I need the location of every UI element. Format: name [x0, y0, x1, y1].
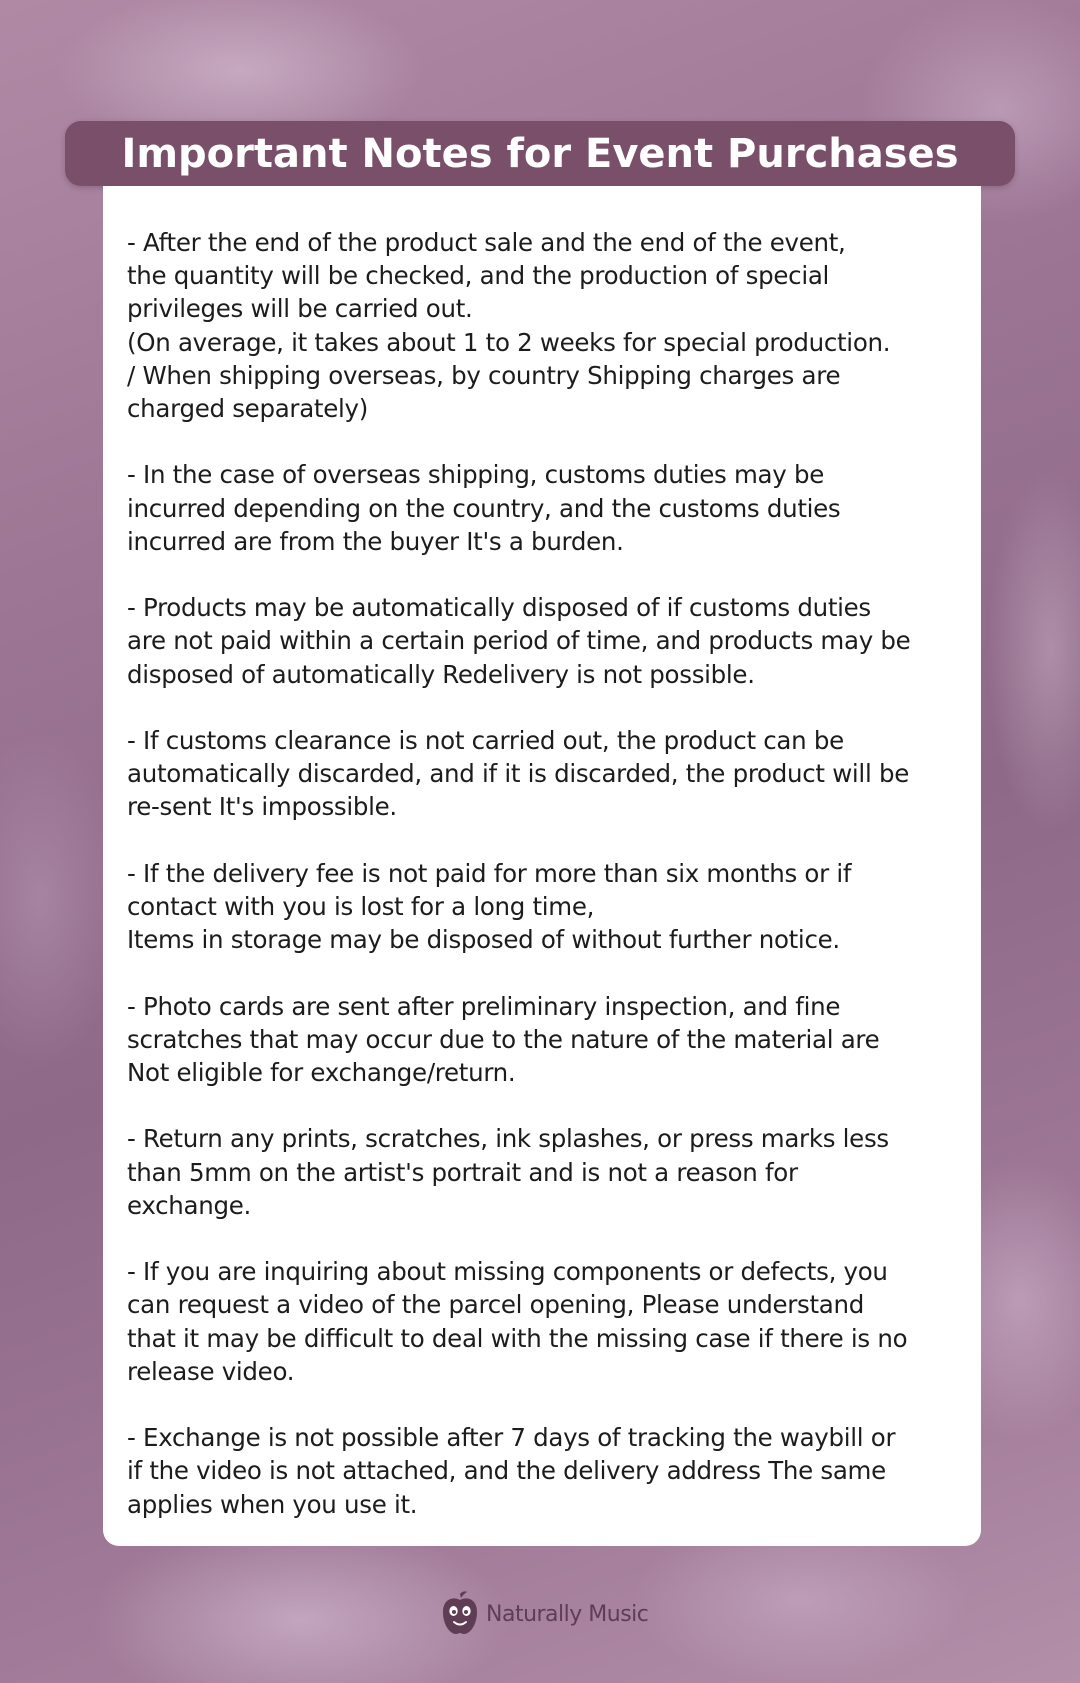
page-title: Important Notes for Event Purchases — [121, 130, 959, 177]
note-line: the quantity will be checked, and the production of special — [127, 261, 830, 291]
note-line: Not eligible for exchange/return. — [127, 1058, 516, 1087]
note-line: - Products may be automatically disposed of if customs duties — [127, 593, 871, 623]
apple-mascot-logo-icon — [440, 1590, 480, 1638]
note-line: exchange. — [127, 1190, 251, 1220]
note-line: privileges will be carried out. — [127, 294, 473, 324]
note-item — [127, 1421, 967, 1521]
note-line: contact with you is lost for a long time, — [127, 892, 595, 921]
note-line: re-sent It's impossible. — [127, 792, 397, 822]
note-item — [127, 591, 967, 691]
note-item — [127, 1122, 967, 1222]
note-line: - After the end of the product sale and the end of the event, — [127, 228, 846, 257]
note-line: release video. — [127, 1356, 295, 1386]
header-bar — [65, 121, 1015, 186]
note-line: - If you are inquiring about missing components or defects, you — [127, 1257, 888, 1287]
note-line: (On average, it takes about 1 to 2 weeks for special production. — [127, 327, 891, 357]
note-line: incurred are from the buyer It's a burden. — [127, 526, 624, 556]
note-line: if the video is not attached, and the delivery address The same — [127, 1456, 886, 1486]
note-line: - If the delivery fee is not paid for more than six months or if — [127, 858, 852, 888]
note-line: / When shipping overseas, by country Shipping charges are — [127, 360, 841, 390]
note-line: are not paid within a certain period of time, and products may be — [127, 626, 911, 656]
note-item — [127, 724, 967, 824]
note-line: charged separately) — [127, 394, 368, 424]
note-line: than 5mm on the artist's portrait and is not a reason for — [127, 1157, 798, 1187]
note-item — [127, 857, 967, 957]
notes-card — [103, 186, 981, 1546]
note-line: incurred depending on the country, and the customs duties — [127, 493, 841, 523]
footer-brand-logo — [440, 1590, 648, 1638]
note-item — [127, 226, 967, 425]
note-line: - Exchange is not possible after 7 days of tracking the waybill or — [127, 1423, 896, 1453]
note-item — [127, 990, 967, 1090]
note-item — [127, 458, 967, 558]
note-line: can request a video of the parcel opening, Please understand — [127, 1290, 864, 1320]
note-line: that it may be difficult to deal with the missing case if there is no — [127, 1323, 908, 1353]
note-line: - Return any prints, scratches, ink splashes, or press marks less — [127, 1124, 889, 1154]
note-line: automatically discarded, and if it is discarded, the product will be — [127, 759, 909, 789]
note-line: Items in storage may be disposed of without further notice. — [127, 925, 840, 955]
note-line: - If customs clearance is not carried out, the product can be — [127, 726, 844, 755]
note-line: - In the case of overseas shipping, customs duties may be — [127, 460, 824, 490]
note-line: applies when you use it. — [127, 1489, 418, 1519]
brand-name: Naturally Music — [486, 1601, 649, 1627]
note-line: disposed of automatically Redelivery is not possible. — [127, 659, 755, 689]
note-line: scratches that may occur due to the nature of the material are — [127, 1024, 880, 1054]
note-item — [127, 1255, 967, 1388]
note-line: - Photo cards are sent after preliminary inspection, and fine — [127, 991, 841, 1021]
